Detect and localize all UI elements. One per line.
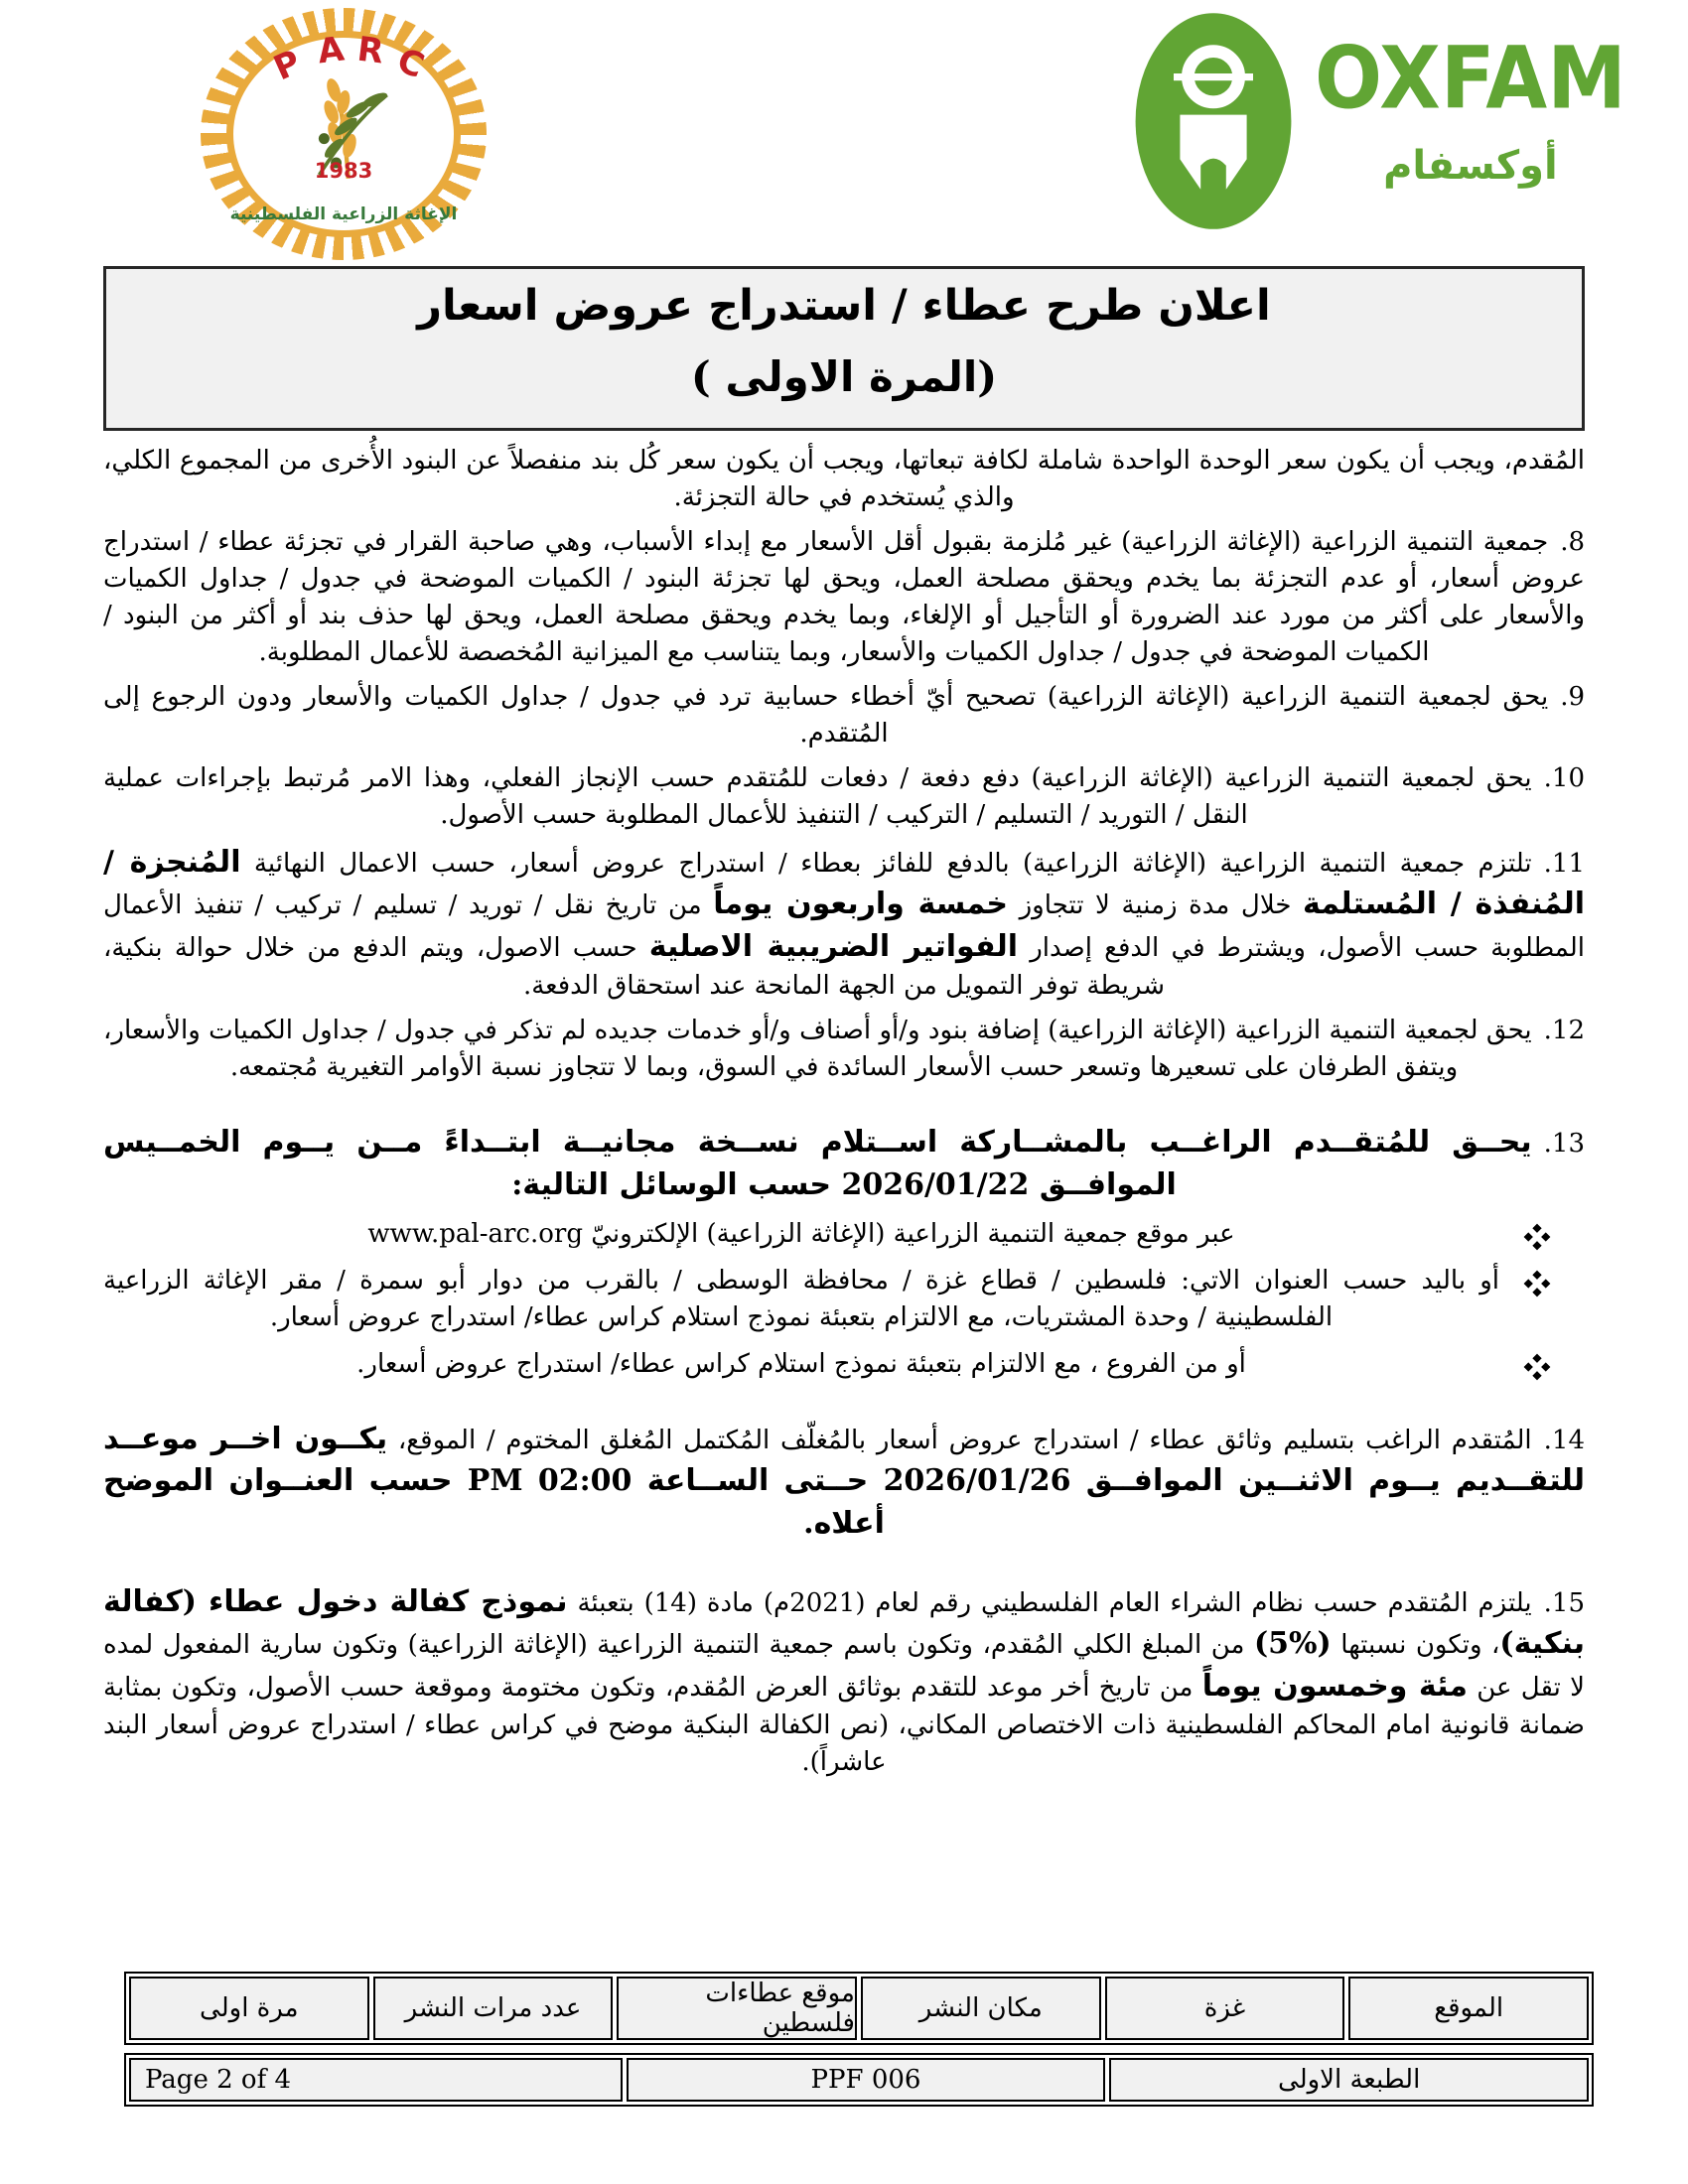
oxfam-text-block <box>1315 28 1626 189</box>
oxfam-logo <box>1134 6 1626 236</box>
item-number: 15. <box>1543 1587 1585 1618</box>
item-text: حسب الاصول، ويتم الدفع من خلال حوالة بنكية، شريطة توفر التمويل من الجهة المانحة عند استحقاق الدفعة. <box>103 932 1166 1002</box>
document-body <box>103 266 1585 1789</box>
publication-info-table <box>124 1972 1594 2045</box>
parc-letter: R <box>355 29 386 72</box>
item-text: خلال مدة زمنية لا تتجاوز <box>1008 890 1303 921</box>
item-text-bold: يكــون اخــر موعــد للتقــديم يــوم الاثنــين الموافــق 2026/01/26 حــتى الســاعة 02:00 PM حسب العنــوان الموضح أعلاه. <box>103 1421 1585 1542</box>
footer-cell-publish-place-value: موقع عطاءات فلسطين <box>617 1977 857 2040</box>
item-text: من المبلغ الكلي المُقدم، وتكون باسم جمعية التنمية الزراعية (الإغاثة الزراعية) وتكون سارية المفعول لمده لا تقل عن <box>103 1630 1585 1703</box>
item-text: من تاريخ أخر موعد للتقدم بوثائق العرض المُقدم، وتكون مختومة وموقعة حسب الأصول، وتكون بمثابة ضمانة قانونية امام المحاكم الفلسطينية ذات الاختصاص المكاني، (نص الكفالة البنكية موضح في كراس عطاء / استدراج عروض أسعار البند عاشراً). <box>103 1672 1585 1778</box>
oxfam-wordmark: OXFAM <box>1315 28 1626 128</box>
item-text: تلتزم جمعية التنمية الزراعية (الإغاثة الزراعية) بالدفع للفائز بعطاء / استدراج عروض أسعار، حسب الاعمال النهائية <box>240 848 1532 879</box>
item-number: 11. <box>1543 848 1585 879</box>
item-number: 9. <box>1560 681 1585 712</box>
intro-paragraph: المُقدم، ويجب أن يكون سعر الوحدة الواحدة شاملة لكافة تبعاتها، ويجب أن يكون سعر كُل بند منفصلاً عن البنود الأُخرى من المجموع الكلي، والذي يُستخدم في حالة التجزئة. <box>103 446 1585 513</box>
parc-letter: P <box>267 42 307 89</box>
item-text: يحق لجمعية التنمية الزراعية (الإغاثة الزراعية) تصحيح أيّ أخطاء حسابية ترد في جدول / جداول الكميات والأسعار ودون الرجوع إلى المُتقدم. <box>103 681 1549 749</box>
list-item <box>103 1216 1551 1253</box>
bullet-text: أو من الفروع ، مع الالتزام بتعبئة نموذج استلام كراس عطاء/ استدراج عروض أسعار. <box>356 1348 1246 1379</box>
footer-cell-publish-count-value: مرة اولى <box>129 1977 369 2040</box>
tender-title-line1: اعلان طرح عطاء / استدراج عروض اسعار <box>417 281 1271 331</box>
item-text-bold: (%5) <box>1253 1626 1332 1662</box>
item-text-bold: المُنجزة / المُنفذة / المُستلمة <box>103 844 1585 922</box>
item-text: المُتقدم الراغب بتسليم وثائق عطاء / استدراج عروض أسعار بالمُغلّف المُكتمل المُغلق المختوم / الموقع، <box>387 1425 1532 1455</box>
parc-letter: A <box>315 29 347 72</box>
list-item-15 <box>103 1581 1585 1782</box>
distribution-channels-list <box>103 1216 1551 1383</box>
item-text: جمعية التنمية الزراعية (الإغاثة الزراعية) غير مُلزمة بقبول أقل الأسعار مع إبداء الأسباب، وهي صاحبة القرار في تجزئة عطاء / استدراج عروض أسعار، أو عدم التجزئة بما يخدم ويحقق مصلحة العمل، ويحق لها تجزئة البنود / الكميات الموضحة في جدول / جداول الكميات والأسعار على أكثر من مورد عند الضرورة أو التأجيل أو الإلغاء، وبما يخدم ويحقق مصلحة العمل، ويحق لها حذف بند أو أكثر من البنود / الكميات الموضحة في جدول / جداول الكميات والأسعار، وبما يتناسب مع الميزانية المُخصصة للأعمال المطلوبة. <box>103 527 1585 668</box>
document-footer <box>124 1972 1594 2107</box>
diamond-bullet-icon <box>1523 1353 1551 1381</box>
parc-arabic-name: الإغاثة الزراعية الفلسطينية <box>229 205 458 225</box>
item-text: يلتزم المُتقدم حسب نظام الشراء العام الفلسطيني رقم لعام (2021م) مادة (14) بتعبئة <box>567 1587 1532 1618</box>
item-text-bold: الفواتير الضريبية الاصلية <box>648 928 1018 964</box>
oxfam-arabic-name: أوكسفام <box>1383 143 1558 189</box>
item-text-bold: نموذج كفالة دخول عطاء (كفالة بنكية) <box>103 1583 1586 1662</box>
item-text: يحق لجمعية التنمية الزراعية (الإغاثة الزراعية) إضافة بنود و/أو أصناف و/أو خدمات جديده لم تذكر في جدول / جداول الكميات والأسعار، ويتفق الطرفان على تسعيرها وتسعر حسب الأسعار السائدة في السوق، وبما لا تتجاوز نسبة الأوامر التغيرية مُجتمعه. <box>103 1016 1532 1083</box>
list-item <box>103 1346 1551 1383</box>
item-number: 8. <box>1560 527 1585 558</box>
footer-cell-doc-code: PPF 006 <box>627 2058 1106 2102</box>
item-text: يحق لجمعية التنمية الزراعية (الإغاثة الزراعية) دفع دفعة / دفعات للمُتقدم حسب الإنجاز الفعلي، وهذا الامر مُرتبط بإجراءات عملية النقل / التوريد / التسليم / التركيب / التنفيذ للأعمال المطلوبة حسب الأصول. <box>103 762 1532 830</box>
parc-logo <box>201 8 487 260</box>
footer-cell-page-number: Page 2 of 4 <box>129 2058 623 2102</box>
parc-founding-year: 1983 <box>314 159 373 184</box>
list-item-14 <box>103 1419 1585 1546</box>
bullet-text: أو باليد حسب العنوان الاتي: فلسطين / قطاع غزة / محافظة الوسطى / بالقرب من دوار أبو سمرة / مقر الإغاثة الزراعية الفلسطينية / وحدة المشتريات، مع الالتزام بتعبئة نموذج استلام كراس عطاء/ استدراج عروض أسعار. <box>103 1266 1499 1333</box>
footer-cell-location-value: غزة <box>1105 1977 1345 2040</box>
diamond-bullet-icon <box>1523 1270 1551 1297</box>
tender-title-box <box>103 266 1585 431</box>
tender-title-line2: (المرة الاولى ) <box>690 351 998 401</box>
list-item-11 <box>103 842 1585 1006</box>
item-text: من تاريخ نقل / توريد / تسليم / تركيب / تنفيذ الأعمال المطلوبة حسب الأصول، ويشترط في الدفع إصدار <box>103 890 1585 963</box>
footer-cell-publish-count-label: عدد مرات النشر <box>373 1977 614 2040</box>
list-item <box>103 1263 1551 1336</box>
list-item-10 <box>103 760 1585 834</box>
item-number: 10. <box>1543 762 1585 793</box>
item-number: 14. <box>1543 1425 1585 1455</box>
list-item-9 <box>103 679 1585 752</box>
footer-cell-location-label: الموقع <box>1348 1977 1589 2040</box>
diamond-bullet-icon <box>1523 1223 1551 1251</box>
item-text-bold: مئة وخمسون يوماً <box>1201 1668 1468 1704</box>
letterhead <box>0 0 1688 266</box>
edition-info-table <box>124 2053 1594 2107</box>
item-text-bold: خمسة واربعون يوماً <box>713 887 1008 922</box>
parc-letter: C <box>391 40 430 86</box>
footer-cell-publish-place-label: مكان النشر <box>861 1977 1101 2040</box>
item-number: 12. <box>1543 1016 1585 1046</box>
list-item-8 <box>103 524 1585 671</box>
footer-cell-edition: الطبعة الاولى <box>1109 2058 1589 2102</box>
bullet-text: عبر موقع جمعية التنمية الزراعية (الإغاثة الزراعية) الإلكترونيّ www.pal-arc.org <box>367 1219 1235 1250</box>
list-item-13 <box>103 1122 1585 1206</box>
oxfam-person-icon <box>1134 6 1293 236</box>
item-text-bold: يحــق للمُتقــدم الراغــب بالمشــاركة اســتلام نســخة مجانيــة ابتــداءً مــن يــوم الخمــيس الموافــق 2026/01/22 حسب الوسائل التالية: <box>103 1125 1532 1202</box>
list-item-12 <box>103 1013 1585 1086</box>
item-text: ، وتكون نسبتها <box>1331 1630 1500 1661</box>
item-number: 13. <box>1543 1129 1585 1160</box>
